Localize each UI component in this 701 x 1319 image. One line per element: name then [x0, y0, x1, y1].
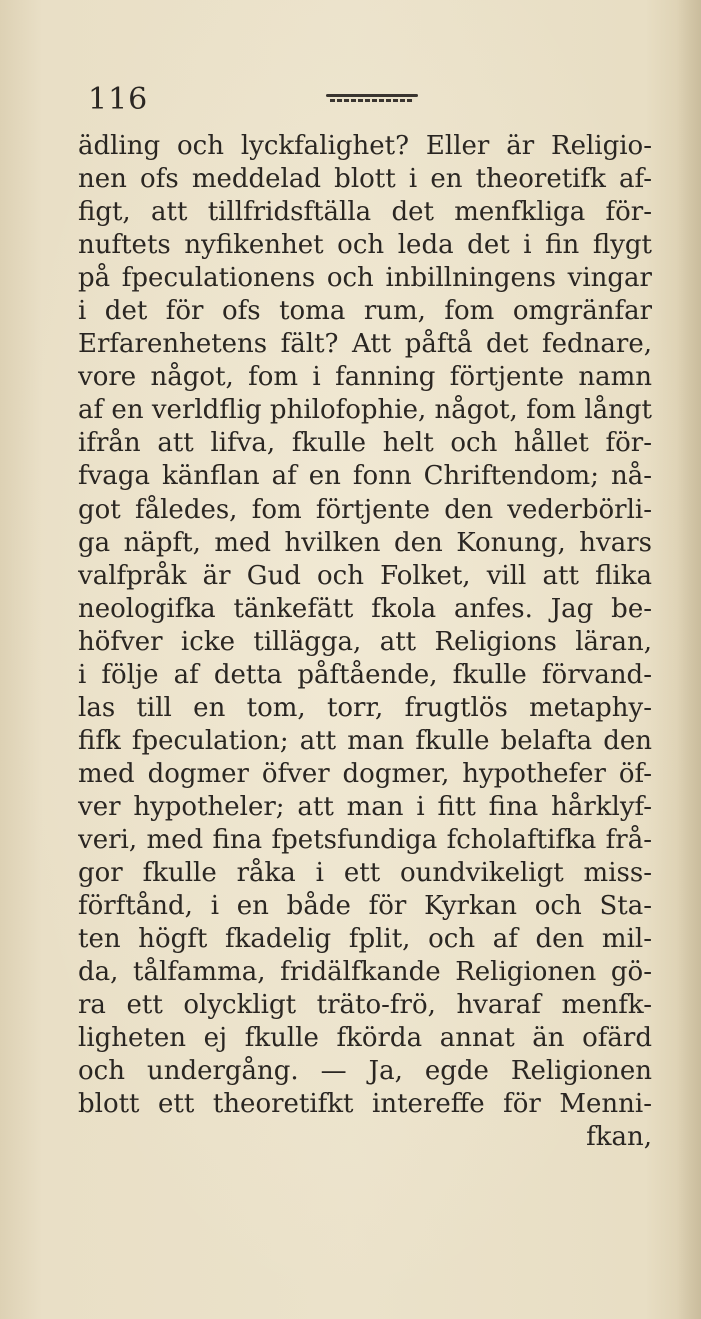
- text-line: ra ett olyckligt träto-frö, hvaraf menfk-: [78, 990, 652, 1021]
- ornament-rule-dotted: [330, 99, 414, 102]
- text-line: da, tålfamma, fridälfkande Religionen gö-: [78, 957, 652, 988]
- text-line: blott ett theoretifkt intereffe för Menni-: [78, 1089, 652, 1120]
- text-line: Erfarenhetens fält? Att påftå det fednare,: [78, 329, 652, 360]
- text-line: gor fkulle råka i ett oundvikeligt miss-: [78, 858, 652, 889]
- text-line: nen ofs meddelad blott i en theoretifk af-: [78, 164, 652, 195]
- page-gutter-shadow: [677, 0, 701, 1319]
- text-line: fifk fpeculation; att man fkulle belafta den: [78, 725, 652, 756]
- text-line: i följe af detta påftående, fkulle förvand-: [78, 659, 652, 690]
- text-line: ligheten ej fkulle fkörda annat än ofärd: [78, 1023, 652, 1054]
- text-line: las till en tom, torr, frugtlös metaphy-: [78, 692, 652, 723]
- text-line: got fåledes, fom förtjente den vederbörli-: [78, 494, 652, 525]
- text-line: figt, att tillfridsftälla det menfkliga för-: [78, 197, 652, 228]
- text-line: neologifka tänkefätt fkola anfes. Jag be-: [78, 593, 652, 624]
- text-line: valfpråk är Gud och Folket, vill att flika: [78, 560, 652, 591]
- text-line: ten högft fkadelig fplit, och af den mil-: [78, 924, 652, 955]
- text-line: veri, med fina fpetsfundiga fcholaftifka frå-: [78, 824, 652, 855]
- text-line: ifrån att lifva, fkulle helt och hållet för-: [78, 428, 652, 459]
- body-text: [78, 130, 652, 1154]
- text-line: nuftets nyfikenhet och leda det i fin flygt: [78, 230, 652, 261]
- ornament-rule: [326, 94, 418, 97]
- text-line: ga näpft, med hvilken den Konung, hvars: [78, 527, 652, 558]
- text-line: på fpeculationens och inbillningens vingar: [78, 263, 652, 294]
- text-line: ädling och lyckfalighet? Eller är Religio-: [78, 131, 652, 161]
- text-line: och undergång. — Ja, egde Religionen: [78, 1056, 652, 1087]
- text-line: vore något, fom i fanning förtjente namn: [78, 362, 652, 393]
- page-number: 116: [88, 82, 149, 117]
- text-line: ver hypotheler; att man i fitt fina hårklyf-: [78, 791, 652, 822]
- text-line: fvaga känflan af en fonn Chriftendom; nå-: [78, 461, 652, 492]
- text-line: i det för ofs toma rum, fom omgränfar: [78, 296, 652, 327]
- header-ornament: [326, 94, 418, 104]
- page-header: [88, 80, 648, 120]
- text-line: med dogmer öfver dogmer, hypothefer öf-: [78, 758, 652, 789]
- text-line: af en verldflig philofophie, något, fom långt: [78, 395, 652, 426]
- text-line: förftånd, i en både för Kyrkan och Sta-: [78, 891, 652, 922]
- catchword: fkan,: [586, 1122, 652, 1153]
- text-line: höfver icke tillägga, att Religions läran,: [78, 626, 652, 657]
